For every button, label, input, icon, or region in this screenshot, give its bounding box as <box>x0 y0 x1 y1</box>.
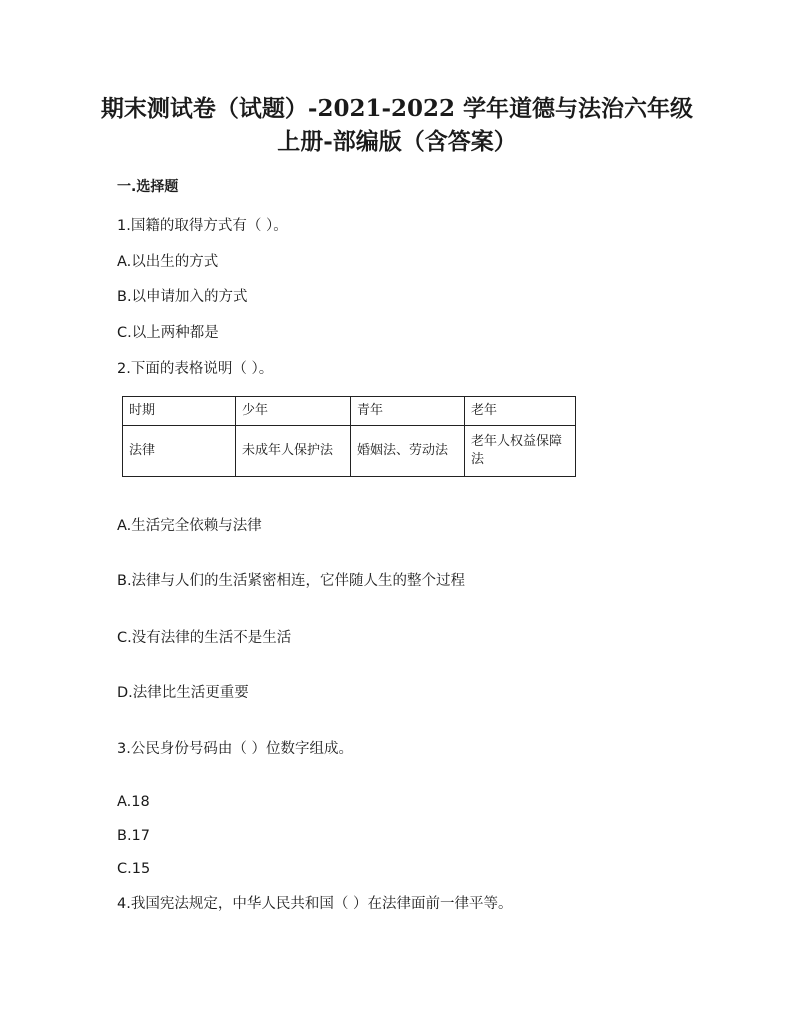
table-cell: 法律 <box>123 426 236 477</box>
table-cell: 时期 <box>123 397 236 426</box>
question-4-stem: 4.我国宪法规定，中华人民共和国（ ）在法律面前一律平等。 <box>117 896 513 912</box>
table-cell: 少年 <box>236 397 351 426</box>
table-cell: 老年 <box>465 397 576 426</box>
question-2-option-b: B.法律与人们的生活紧密相连，它伴随人生的整个过程 <box>117 573 466 589</box>
section-heading: 一.选择题 <box>117 179 179 195</box>
question-2-option-a: A.生活完全依赖与法律 <box>117 518 262 534</box>
question-2-option-d: D.法律比生活更重要 <box>117 685 249 701</box>
table-cell: 婚姻法、劳动法 <box>351 426 465 477</box>
document-title-line-1: 期末测试卷（试题）-2021-2022 学年道德与法治六年级 <box>100 95 694 122</box>
law-stage-table <box>122 396 576 477</box>
table-row <box>123 426 576 477</box>
table-cell: 青年 <box>351 397 465 426</box>
question-1-option-a: A.以出生的方式 <box>117 254 219 270</box>
question-1-stem: 1.国籍的取得方式有（ ）。 <box>117 218 288 234</box>
question-3-option-b: B.17 <box>117 828 151 844</box>
document-title-line-2: 上册-部编版（含答案） <box>277 128 517 155</box>
question-2-stem: 2.下面的表格说明（ ）。 <box>117 361 274 377</box>
question-2-option-c: C.没有法律的生活不是生活 <box>117 630 292 646</box>
table-header-row <box>123 397 576 426</box>
question-3-option-c: C.15 <box>117 861 151 877</box>
question-3-stem: 3.公民身份号码由（ ）位数字组成。 <box>117 741 353 757</box>
table-cell: 老年人权益保障法 <box>465 426 576 477</box>
question-1-option-c: C.以上两种都是 <box>117 325 219 341</box>
question-1-option-b: B.以申请加入的方式 <box>117 289 248 305</box>
table-cell: 未成年人保护法 <box>236 426 351 477</box>
question-3-option-a: A.18 <box>117 794 150 810</box>
